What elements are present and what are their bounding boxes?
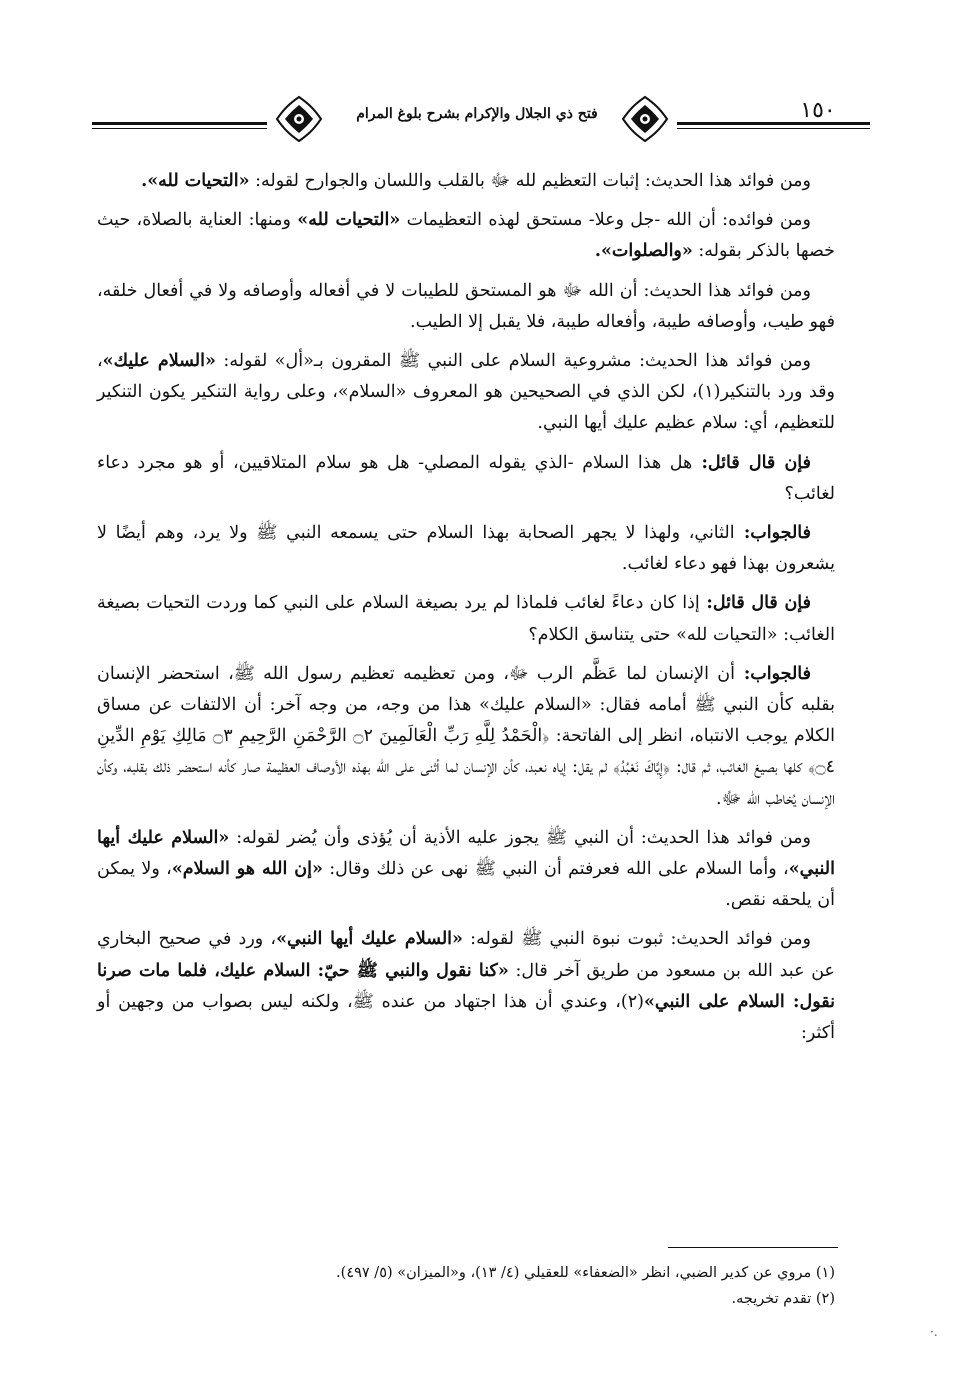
footnote: (١) مروي عن كدير الضبي، انظر «الضعفاء» للعقيلي (٤/ ١٣)، و«الميزان» (٥/ ٤٩٧). — [336, 1265, 835, 1281]
text: ومنها: العناية بالصلاة، حيث خصها بالذكر بقوله: — [97, 210, 835, 262]
paragraph — [97, 276, 835, 338]
bold-text: فإن قال قائل: — [699, 593, 811, 614]
paragraph — [97, 588, 835, 650]
scan-mark: ·. — [930, 1325, 938, 1339]
paragraph — [97, 924, 835, 1049]
text: ، ولا يمكن أن يلحقه نقص. — [97, 859, 835, 911]
text: أن الإنسان لما عَظَّم الرب ﷻ، ومن تعظيمه تعظيم رسول الله ﷺ، استحضر الإنسان بقلبه كأن النبي ﷺ أمامه فقال: «السلام عليك» هذا من وجه، من وجه آخر: أن الالتفات عن مساق الكلام يوجب الانتباه، انظر إلى الفاتحة: ﴿الْحَمْدُ لِلَّهِ رَبِّ الْعَالَمِينَ ۝٢ الرَّحْمَنِ الرَّحِيمِ ۝٣ مَالِكِ يَوْمِ الدِّينِ ۝٤﴾ كلها بصيغ الغائب، ثم قال: ﴿إِيَّاكَ نَعْبُدُ﴾ لم يقل: إياه نعبد، كأن الإنسان لما أثنى على الله بهذه الأوصاف العظيمة صار كأنه استحضر ذلك بقلبه، وكأن الإنسان يُخاطب الله ﷻ. — [97, 663, 836, 809]
text: ، ورد في صحيح البخاري عن عبد الله بن مسعود من طريق آخر قال: — [97, 929, 835, 981]
main-text — [97, 166, 835, 1057]
book-title: فتح ذي الجلال والإكرام بشرح بلوغ المرام — [356, 106, 598, 122]
text: ومن فوائد الحديث: ثبوت نبوة النبي ﷺ لقوله: — [462, 929, 811, 950]
header-rule-left — [92, 122, 267, 125]
bold-text: «كنا نقول والنبي ﷺ حيّ: السلام عليك، فلما مات صرنا نقول: السلام على النبي» — [97, 960, 835, 1012]
header-rule-left-thin — [92, 128, 267, 129]
page-number: ١٥٠ — [800, 98, 836, 123]
text: الثاني، ولهذا لا يجهر الصحابة بهذا السلام حتى يسمعه النبي ﷺ ولا يرد، وهم أيضًا لا يشعرون بهذا فهو دعاء لغائب. — [97, 523, 835, 575]
right-ornament-icon — [620, 94, 670, 144]
bold-text: «السلام عليك» — [102, 351, 216, 372]
text: ومن فوائد هذا الحديث: أن الله ﷻ هو المستحق للطيبات لا في أفعاله وأوصافه ولا في أفعال خلقه، فهو طيب، وأوصافه طيبة، وأفعاله طيبة، فلا يقبل إلا الطيب. — [97, 280, 835, 332]
bold-text: فالجواب: — [734, 663, 811, 684]
text: ومن فوائده: أن الله -جل وعلا- مستحق لهذه التعظيمات — [400, 210, 811, 231]
header-rule-right-thin — [677, 128, 870, 129]
paragraph — [97, 659, 835, 815]
text: ومن فوائد هذا الحديث: أن النبي ﷺ يجوز عليه الأذية أن يُؤذى وأن يُضر لقوله: — [229, 827, 811, 848]
bold-text: «التحيات لله» — [297, 210, 401, 231]
paragraph — [97, 448, 835, 510]
bold-text: فالجواب: — [734, 523, 811, 544]
footnote: (٢) تقدم تخريجه. — [731, 1291, 835, 1307]
paragraph — [97, 205, 835, 267]
text: ومن فوائد هذا الحديث: مشروعية السلام على النبي ﷺ المقرون بـ«أل» لقوله: — [215, 351, 811, 372]
paragraph — [97, 346, 835, 440]
text: ومن فوائد هذا الحديث: إثبات التعظيم لله ﷻ بالقلب واللسان والجوارح لقوله: — [249, 171, 811, 191]
bold-text: فإن قال قائل: — [692, 452, 811, 473]
footnotes — [97, 1260, 835, 1312]
paragraph — [97, 823, 835, 917]
text: هل هذا السلام -الذي يقوله المصلي- هل هو سلام المتلاقيين، أو هو مجرد دعاء لغائب؟ — [97, 452, 835, 504]
paragraph — [97, 518, 835, 580]
bold-text: «السلام عليك أيها النبي» — [97, 827, 835, 880]
text: إذا كان دعاءً لغائب فلماذا لم يرد بصيغة السلام على النبي كما وردت التحيات بصيغة الغائب: «التحيات لله» حتى يتناسق الكلام؟ — [97, 593, 835, 645]
text: ، وقد ورد بالتنكير(١)، لكن الذي في الصحيحين هو المعروف «السلام»، وعلى رواية التنكير يكون التنكير للتعظيم، أي: سلام عظيم عليك أيها النبي. — [97, 351, 835, 434]
bold-text: «التحيات لله». — [141, 171, 250, 191]
bold-text: «إن الله هو السلام» — [171, 859, 323, 880]
footnote-separator — [668, 1247, 838, 1248]
page-header — [92, 92, 870, 148]
bold-text: «السلام عليك أيها النبي» — [276, 929, 463, 950]
bold-text: «والصلوات». — [594, 241, 693, 262]
text: (٢)، وعندي أن هذا اجتهاد من عنده ﷺ، ولكنه ليس بصواب من وجهين أو أكثر: — [97, 991, 835, 1044]
paragraph — [97, 166, 835, 197]
left-ornament-icon — [274, 94, 324, 144]
text: ، وأما السلام على الله فعرفتم أن النبي ﷺ نهى عن ذلك وقال: — [322, 859, 789, 880]
